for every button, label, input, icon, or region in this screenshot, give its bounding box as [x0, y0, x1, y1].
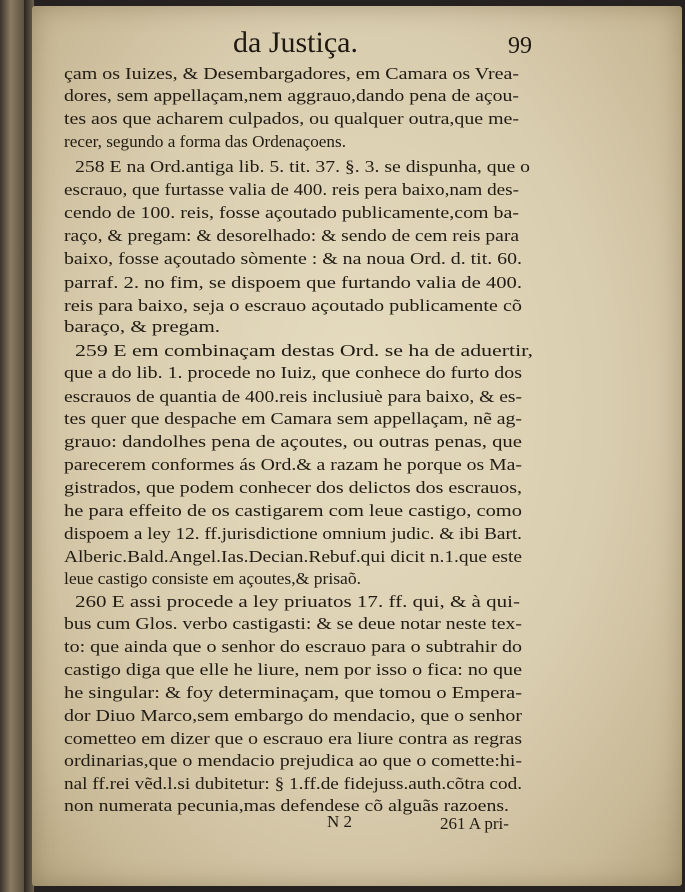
text-line: 259 E em combinaçam destas Ord. se ha de aduertir,: [75, 341, 533, 360]
text-line: cometteo em dizer que o escrauo era liure contra as regras: [64, 729, 522, 748]
text-line: gistrados, que podem conhecer dos delictos dos escrauos,: [64, 478, 522, 497]
text-line: to: que ainda que o senhor do escrauo para o subtrahir do: [64, 637, 522, 656]
text-line: castigo diga que elle he liure, nem por isso o fica: no que: [64, 660, 522, 679]
signature-mark: N 2: [327, 812, 353, 831]
text-line: escrauos de quantia de 400.reis inclusiuè para baixo, & es-: [64, 387, 522, 406]
text-line: ordinarias,que o mendacio prejudica ao que o comette:hi-: [64, 751, 522, 770]
text-line: 260 E assi procede a ley priuatos 17. ff. qui, & à qui-: [75, 592, 520, 611]
text-line: he singular: & foy determinaçam, que tomou o Empera-: [64, 683, 522, 702]
text-line: non numerata pecunia,mas defendese cõ alguãs razoens.: [64, 796, 509, 815]
text-line: he para effeito de os castigarem com leue castigo, como: [64, 501, 522, 520]
page-number: 99: [508, 33, 532, 59]
text-line: parecerem conformes ás Ord.& a razam he porque os Ma-: [64, 455, 522, 474]
text-line: çam os Iuizes, & Desembargadores, em Camara os Vrea-: [64, 64, 519, 83]
text-line: leue castigo consiste em açoutes,& prisaõ.: [64, 569, 361, 588]
text-line: dispoem a ley 12. ff.jurisdictione omnium judic. & ibi Bart.: [64, 524, 522, 543]
text-line: que a do lib. 1. procede no Iuiz, que conhece do furto dos: [64, 363, 522, 382]
text-line: recer, segundo a forma das Ordenaçoens.: [64, 132, 346, 151]
text-line: dor Diuo Marco,sem embargo do mendacio, que o senhor: [64, 706, 522, 725]
facing-page-edge: [0, 0, 24, 892]
text-line: grauo: dandolhes pena de açoutes, ou outras penas, que: [64, 432, 522, 451]
text-line: baraço, & pregam.: [64, 317, 220, 336]
text-line: dores, sem appellaçam,nem aggrauo,dando pena de açou-: [64, 86, 519, 105]
text-line: bus cum Glos. verbo castigasti: & se deue notar neste tex-: [64, 614, 522, 633]
text-line: tes quer que despache em Camara sem appellaçam, nẽ ag-: [64, 409, 522, 428]
text-line: cendo de 100. reis, fosse açoutado publicamente,com ba-: [64, 203, 519, 222]
text-line: raço, & pregam: & desorelhado: & sendo de cem reis para: [64, 226, 519, 245]
text-line: tes aos que acharem culpados, ou qualquer outra,que me-: [64, 109, 519, 128]
text-line: escrauo, que furtasse valia de 400. reis pera baixo,nam des-: [64, 180, 519, 199]
text-line: parraf. 2. no fim, se dispoem que furtando valia de 400.: [64, 273, 522, 292]
text-line: reis para baixo, seja o escrauo açoutado publicamente cõ: [64, 296, 522, 315]
text-line: 258 E na Ord.antiga lib. 5. tit. 37. §. 3. se dispunha, que o: [75, 157, 530, 176]
catchword: 261 A pri-: [440, 814, 509, 833]
text-line: baixo, fosse açoutado sòmente : & na noua Ord. d. tit. 60.: [64, 249, 522, 268]
text-line: nal ff.rei vẽd.l.si dubitetur: § 1.ff.de fidejuss.auth.cõtra cod.: [64, 774, 522, 793]
running-head-title: da Justiça.: [233, 26, 358, 59]
text-line: Alberic.Bald.Angel.Ias.Decian.Rebuf.qui dicit n.1.que este: [64, 547, 522, 566]
